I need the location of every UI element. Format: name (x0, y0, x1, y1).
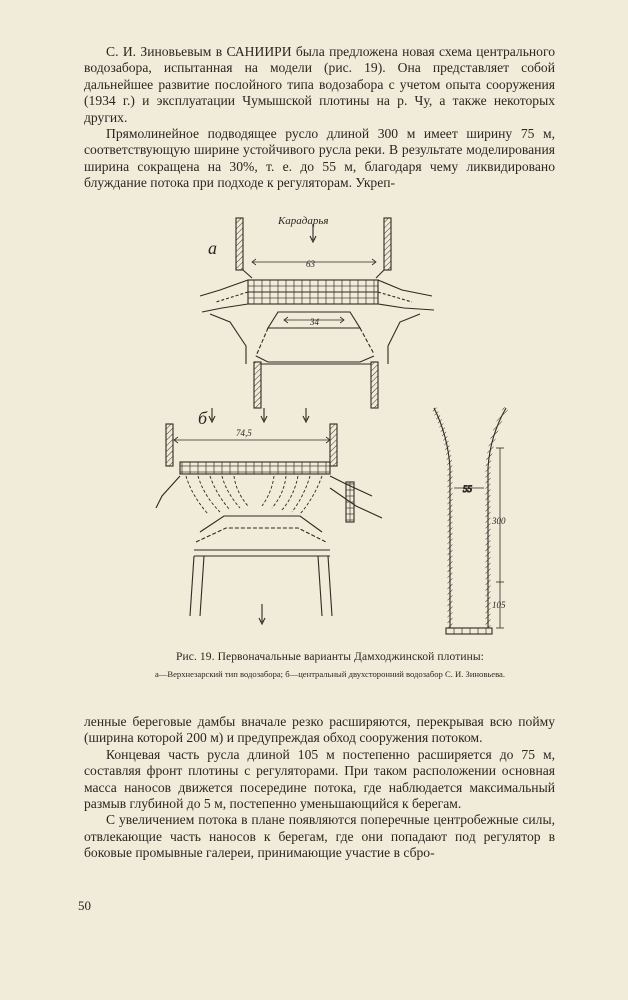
figure-caption (140, 650, 520, 679)
paragraph: Концевая часть русла длиной 105 м постепенно расширяется до 75 м, составляя фронт плотины с регуляторами. При таком расположении основная масса наносов движется посередине потока, где наблюдается максимальный размыв глубиной до 5 м, постепенно уменьшающийся к берегам. (84, 746, 555, 812)
caption-title: Рис. 19. Первоначальные варианты Дамходжинской плотины: (176, 651, 484, 663)
dim-c-end: 105 (492, 600, 506, 610)
dim-a-inner: 34 (310, 317, 319, 327)
dim-a-top: 63 (306, 259, 315, 269)
dim-b-top: 74,5 (236, 428, 252, 438)
dim-c-width: 55 (463, 484, 472, 494)
figure-19 (150, 196, 530, 646)
body-text-bottom (84, 714, 555, 862)
caption-legend: а—Верхнезарский тип водозабора; б—центральный двухсторонний водозабор С. И. Зиновьева. (154, 669, 506, 679)
label-a: а (208, 238, 217, 258)
dam-drawings (150, 196, 530, 646)
paragraph: С увеличением потока в плане появляются поперечные центробежные силы, отвлекающие часть наносов к берегам, где они попадают под регулятор в боковые промывные галереи, принимающие участие в сбро- (84, 812, 555, 861)
paragraph: С. И. Зиновьевым в САНИИРИ была предложена новая схема центрального водозабора, испытанная на модели (рис. 19). Она представляет собой дальнейшее развитие послойного типа водозабора с учетом опыта сооружения (1934 г.) и эксплуатации Чумышской плотины на р. Чу, а также некоторых других. (84, 44, 555, 125)
variant-b-drawing (156, 408, 382, 624)
body-text-top (84, 44, 555, 192)
page-number: 50 (78, 898, 91, 913)
paragraph: ленные береговые дамбы вначале резко расширяются, перекрывая всю пойму (ширина которой 200 м) и предупреждая обход сооружения потоком. (84, 714, 555, 746)
river-label: Карадарья (278, 215, 329, 227)
variant-a-drawing (200, 218, 434, 408)
label-b: б (198, 408, 208, 428)
dim-c-length: 300 (492, 516, 506, 526)
paragraph: Прямолинейное подводящее русло длиной 300 м имеет ширину 75 м, соответствующую ширине устойчивого русла реки. В результате моделирования ширина сокращена на 30%, т. е. до 55 м, благодаря чему ликвидировано блуждание потока при подходе к регуляторам. Укреп- (84, 126, 555, 191)
